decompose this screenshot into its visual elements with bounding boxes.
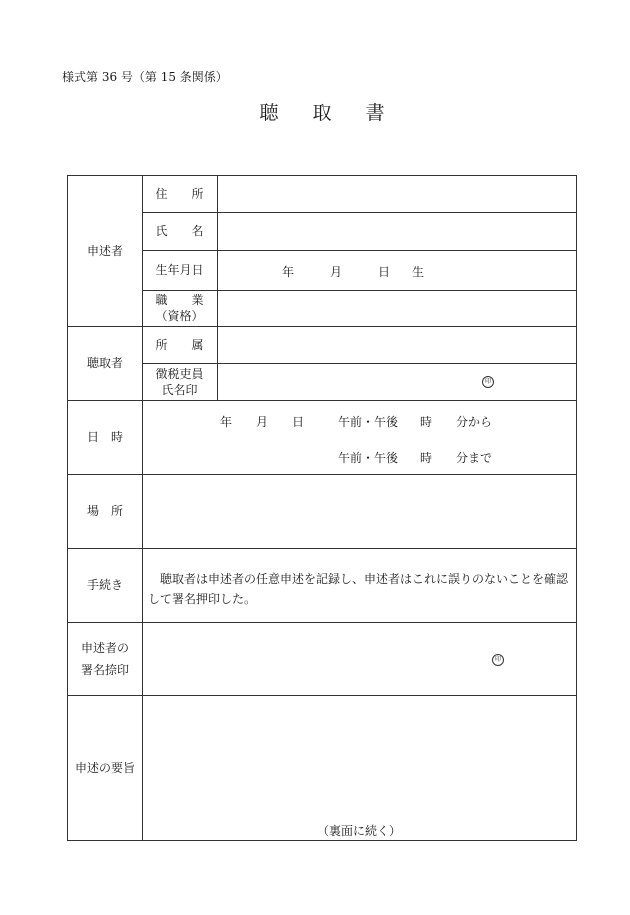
occupation-label-line1: 職 業 [155, 293, 204, 307]
signature-field[interactable] [144, 623, 574, 694]
end-hour-unit: 時 [420, 451, 433, 465]
signature-label-line2: 署名捺印 [80, 662, 129, 677]
hearing-record-form [67, 175, 577, 841]
affiliation-field[interactable] [218, 327, 574, 362]
interviewer-seal-icon: 印 [482, 376, 494, 388]
place-label: 場 所 [86, 504, 123, 518]
name-label: 氏 名 [155, 224, 204, 238]
birthdate-label: 生年月日 [155, 263, 204, 277]
declarant-seal-icon: 印 [492, 654, 504, 666]
place-field[interactable] [144, 475, 574, 547]
declarant-label: 申述者 [86, 244, 123, 258]
birth-day-unit: 日 [378, 265, 391, 279]
form-number: 様式第 36 号（第 15 条関係） [62, 70, 228, 84]
occupation-label [142, 290, 217, 326]
signature-label-line1: 申述者の [80, 640, 129, 655]
tax-official-field[interactable] [218, 364, 574, 399]
occupation-label-line2: （資格） [155, 309, 204, 323]
datetime-label: 日 時 [86, 430, 123, 444]
birth-suffix: 生 [412, 265, 425, 279]
date-day-unit: 日 [292, 415, 305, 429]
date-month-unit: 月 [256, 415, 269, 429]
birth-month-unit: 月 [330, 265, 343, 279]
procedure-text: 聴取者は申述者の任意申述を記録し、申述者はこれに誤りのないことを確認して署名押印した。 [148, 572, 569, 606]
end-ampm[interactable]: 午前・午後 [338, 451, 399, 465]
name-field[interactable] [218, 213, 574, 249]
tax-official-label-line2: 氏名印 [161, 382, 198, 397]
summary-label: 申述の要旨 [74, 760, 135, 775]
signature-label [68, 622, 142, 695]
address-field[interactable] [218, 177, 574, 211]
document-title: 聴 取 書 [259, 102, 399, 124]
continued-note: （裏面に続く） [316, 824, 401, 838]
section-line [68, 400, 576, 401]
start-minute-unit: 分から [456, 415, 493, 429]
tax-official-label [142, 363, 217, 400]
occupation-field[interactable] [218, 291, 574, 325]
tax-official-label-line1: 徴税吏員 [155, 366, 204, 381]
birth-year-unit: 年 [282, 265, 295, 279]
end-minute-unit: 分まで [456, 451, 493, 465]
interviewer-label: 聴取者 [86, 356, 123, 370]
address-label: 住 所 [155, 187, 204, 201]
start-ampm[interactable]: 午前・午後 [338, 415, 399, 429]
start-hour-unit: 時 [420, 415, 433, 429]
section-line [68, 548, 576, 549]
date-year-unit: 年 [220, 415, 233, 429]
procedure-label: 手続き [86, 578, 123, 592]
summary-field[interactable] [144, 696, 574, 818]
affiliation-label: 所 属 [155, 337, 204, 352]
